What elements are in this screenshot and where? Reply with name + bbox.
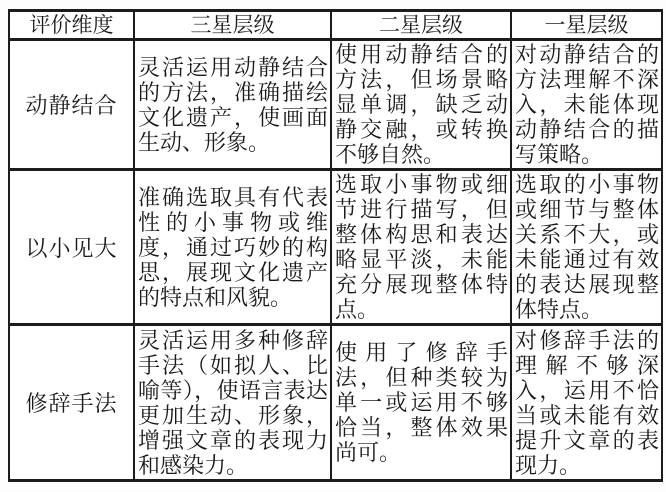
header-one-star: 一星层级 bbox=[511, 11, 662, 40]
cell-three-star: 准确选取具有代表性的小事物或维度，通过巧妙的构思，展现文化遗产的特点和风貌。 bbox=[134, 170, 331, 325]
table-row-xiucishoufa bbox=[9, 325, 662, 481]
cell-one-star: 对动静结合的方法理解不深入，未能体现动静结合的描写策略。 bbox=[511, 40, 662, 170]
cell-three-star: 灵活运用动静结合的方法，准确描绘文化遗产，使画面生动、形象。 bbox=[134, 40, 331, 170]
table-row-dongjing bbox=[9, 40, 662, 170]
cell-two-star: 使用动静结合的方法，但场景略显单调，缺乏动静交融，或转换不够自然。 bbox=[331, 40, 511, 170]
dimension-label: 动静结合 bbox=[9, 40, 134, 170]
cell-one-star: 对修辞手法的理解不够深入，运用不恰当或未能有效提升文章的表现力。 bbox=[511, 325, 662, 481]
cell-one-star: 选取的小事物或细节与整体关系不大，或未能通过有效的表达展现整体特点。 bbox=[511, 170, 662, 325]
cell-two-star: 使用了修辞手法，但种类较为单一或运用不够恰当，整体效果尚可。 bbox=[331, 325, 511, 481]
cell-two-star: 选取小事物或细节进行描写，但整体构思和表达略显平淡，未能充分展现整体特点。 bbox=[331, 170, 511, 325]
dimension-label: 修辞手法 bbox=[9, 325, 134, 481]
dimension-label: 以小见大 bbox=[9, 170, 134, 325]
header-dimension: 评价维度 bbox=[9, 11, 134, 40]
header-three-star: 三星层级 bbox=[134, 11, 331, 40]
table-row-yixiaojianda bbox=[9, 170, 662, 325]
header-two-star: 二星层级 bbox=[331, 11, 511, 40]
cell-three-star: 灵活运用多种修辞手法（如拟人、比喻等），使语言表达更加生动、形象，增强文章的表现力和感染力。 bbox=[134, 325, 331, 481]
header-row bbox=[9, 11, 662, 40]
evaluation-rubric-table bbox=[8, 9, 663, 482]
rubric-page bbox=[0, 9, 666, 492]
